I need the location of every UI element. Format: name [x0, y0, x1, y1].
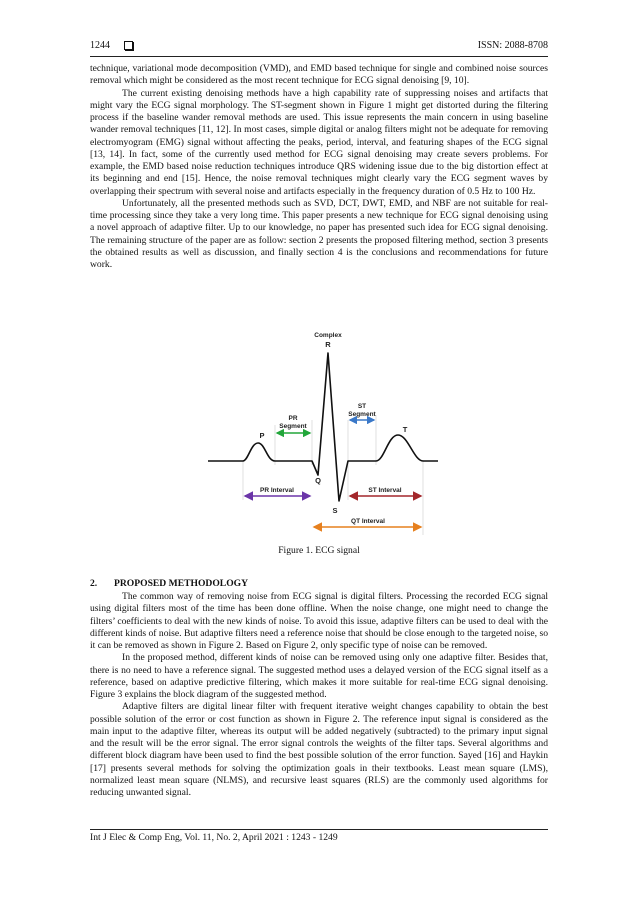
r-wave-label: R — [325, 340, 331, 349]
page-number: 1244 — [90, 40, 110, 51]
section2-paragraph-2: In the proposed method, different kinds of noise can be removed using only one adaptive filter. Besides that, there is no need to have a reference signal. The suggested method uses a delayed version of the ECG signal itself as a reference, based on adaptive predictive filtering, which makes it more suitable for real-time ECG signal denoising. Figure 3 explains the block diagram of the suggested method. — [90, 652, 548, 700]
st-segment-label-line2: Segment — [348, 411, 376, 418]
footer-rule — [90, 829, 548, 830]
guide-lines — [243, 415, 423, 535]
p-wave-label: P — [259, 431, 265, 440]
s-wave-label: S — [332, 506, 338, 515]
section-number: 2. — [90, 578, 98, 589]
t-wave-label: T — [402, 425, 408, 434]
ecg-figure — [200, 325, 445, 540]
page-header — [90, 40, 548, 56]
section2-paragraph-1: The common way of removing noise from ECG signal is digital filters. Processing the recorded ECG signal using digital filters most of the time has been done offline. When the noise change, one might need to change the filters’ coefficients to deal with the new kinds of noise. To avoid this issue, adaptive filters can be used to deal with the different kinds of noise. But adaptive filters need a reference noise that should be close enough to the targeted noise, so it can be removed as shown in Figure 2. Based on Figure 2, only specific type of noise can be removed. — [90, 591, 548, 651]
st-segment-label-line1: ST — [357, 403, 367, 410]
intro-paragraph-2: The current existing denoising methods have a high capability rate of suppressing noises and artifacts that might vary the ECG signal morphology. The ST-segment shown in Figure 1 might get distorted during the filtering process if the baseline wander removal methods are used. This issue represents the main concern in using baseline wander removal techniques [11, 12]. In most cases, simple digital or analog filters might not be adequate for removing electromyogram (EMG) signal without affecting the peaks, period, interval, and featuring shapes of the ECG signal [13, 14]. In fact, some of the currently used method for ECG signal denoising may create severs problems. For example, the EMD based noise reduction techniques introduce QRS widening issue due to the big distortion effect at its beginning and end [15]. Hence, the noise removal techniques might clearly vary the ECG segment waves by overlapping their spectrum with several noise and artifacts especially in the frequency duration of 0.5 Hz to 100 Hz. — [90, 87, 548, 197]
pr-interval-label: PR Interval — [260, 487, 294, 494]
section-title: PROPOSED METHODOLOGY — [114, 578, 249, 589]
header-rule — [90, 56, 548, 57]
intro-paragraph-1: technique, variational mode decomposition (VMD), and EMD based technique for single and combined noise sources removal which might be considered as the most recent technique for ECG signal denoising [9, 10]. — [90, 63, 548, 87]
pr-segment-label-line2: Segment — [279, 423, 307, 430]
figure-caption: Figure 1. ECG signal — [278, 545, 360, 556]
ecg-diagram — [200, 325, 445, 540]
section2-text — [90, 591, 548, 799]
intro-text — [90, 63, 548, 271]
qt-interval-label: QT Interval — [351, 518, 385, 525]
footer-citation: Int J Elec & Comp Eng, Vol. 11, No. 2, April 2021 : 1243 - 1249 — [90, 832, 338, 843]
intro-paragraph-3: Unfortunately, all the presented methods such as SVD, DCT, DWT, EMD, and NBF are not suitable for real-time processing since they take a very long time. This paper presents a new technique for ECG signal denoising using a novel approach of adaptive filter. Up to our knowledge, no paper has presented such idea for ECG signal denoising. The remaining structure of the paper are as follow: section 2 presents the proposed filtering method, section 3 presents the obtained results as well as discussion, and finally section 4 is the conclusions and recommendations for future work. — [90, 197, 548, 270]
pr-segment-label-line1: PR — [288, 415, 298, 422]
issn-label: ISSN: 2088-8708 — [477, 40, 548, 51]
square-bullet-icon — [124, 41, 133, 50]
st-interval-label: ST Interval — [368, 487, 402, 494]
section2-paragraph-3: Adaptive filters are digital linear filter with frequent iterative weight changes capability to obtain the best possible solution of the error or cost function as shown in Figure 2. The reference input signal is considered as the main input to the adaptive filter, whereas its output will be added negatively (subtracted) to the primary input signal and the result will be the error signal. The error signal controls the weights of the filter taps. Several algorithms and different block diagram have been used to find the best possible solution of the error function. Sayed [16] and Haykin [17] presents several methods for solving the optimization goals in their textbooks. Least mean square (LMS), normalized least mean square (NLMS), and recursive least squares (RLS) are the commonly used algorithms for reducing unwanted signal. — [90, 701, 548, 798]
q-wave-label: Q — [315, 476, 321, 485]
complex-label: Complex — [314, 332, 342, 339]
section-heading — [90, 578, 248, 589]
